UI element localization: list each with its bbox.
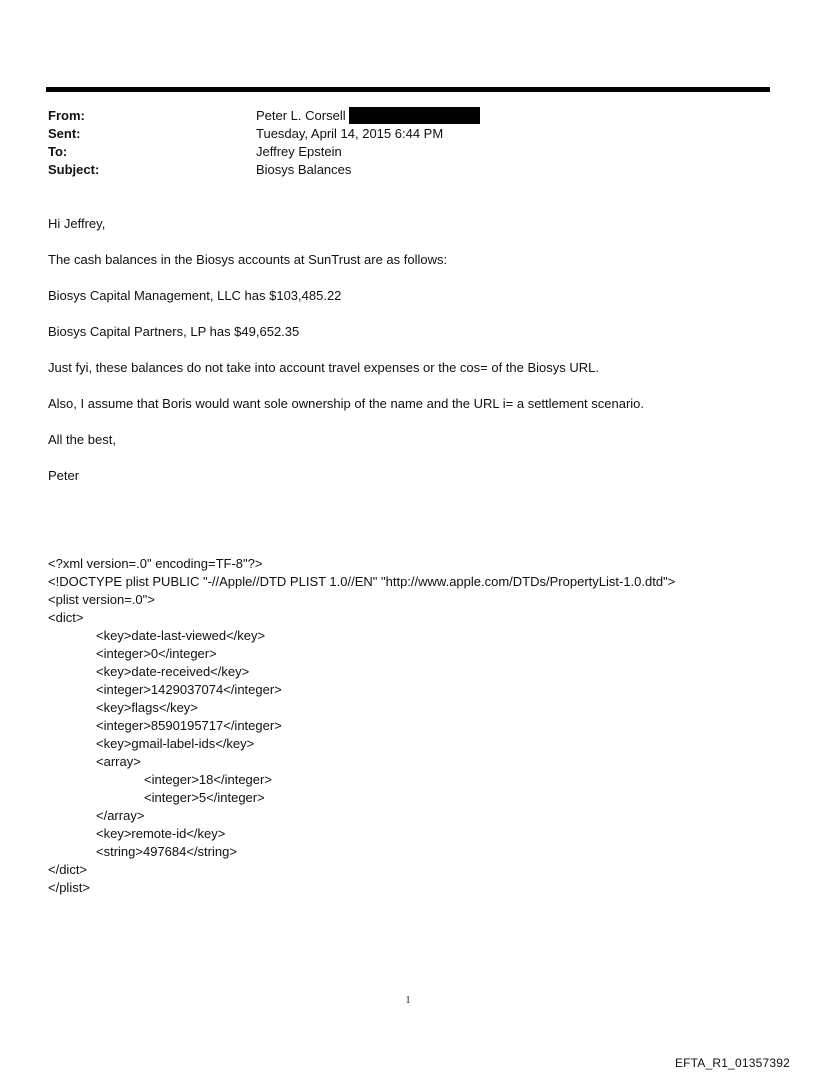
to-label: To: (48, 144, 68, 159)
xml-line: <integer>5</integer> (144, 790, 265, 805)
xml-line: <integer>8590195717</integer> (96, 718, 282, 733)
to-row (48, 143, 748, 161)
subject-value: Biosys Balances (256, 162, 352, 177)
redaction-box (349, 107, 480, 124)
xml-line: <!DOCTYPE plist PUBLIC "-//Apple//DTD PLIST 1.0//EN" "http://www.apple.com/DTDs/PropertyList-1.0.dtd"> (48, 574, 676, 589)
sent-value: Tuesday, April 14, 2015 6:44 PM (256, 126, 444, 141)
sent-row (48, 125, 748, 143)
from-label: From: (48, 108, 85, 123)
body-paragraph-1: The cash balances in the Biosys accounts at SunTrust are as follows: (48, 252, 448, 267)
closing: All the best, (48, 432, 116, 447)
xml-line: <?xml version=.0" encoding=TF-8"?> (48, 556, 263, 571)
xml-line: </plist> (48, 880, 90, 895)
xml-line: <plist version=.0"> (48, 592, 155, 607)
page-number: 1 (405, 995, 411, 1006)
sent-label: Sent: (48, 126, 81, 141)
body-paragraph-3: Biosys Capital Partners, LP has $49,652.35 (48, 324, 300, 339)
header-divider (46, 87, 770, 92)
xml-line: <integer>18</integer> (144, 772, 272, 787)
xml-line: <integer>0</integer> (96, 646, 217, 661)
from-name: Peter L. Corsell (256, 108, 346, 123)
xml-line: <key>date-received</key> (96, 664, 250, 679)
signature: Peter (48, 468, 80, 483)
xml-line: <string>497684</string> (96, 844, 237, 859)
xml-line: <array> (96, 754, 141, 769)
bates-number: EFTA_R1_01357392 (674, 1056, 790, 1070)
xml-line: <dict> (48, 610, 84, 625)
from-row (48, 107, 748, 125)
xml-line: </dict> (48, 862, 88, 877)
subject-row (48, 161, 748, 179)
xml-line: </array> (96, 808, 145, 823)
body-paragraph-2: Biosys Capital Management, LLC has $103,485.22 (48, 288, 342, 303)
xml-line: <integer>1429037074</integer> (96, 682, 282, 697)
to-value: Jeffrey Epstein (256, 144, 342, 159)
xml-line: <key>gmail-label-ids</key> (96, 736, 255, 751)
body-paragraph-4: Just fyi, these balances do not take into account travel expenses or the cos= of the Biosys URL. (48, 360, 600, 375)
from-value (256, 107, 480, 125)
greeting: Hi Jeffrey, (48, 216, 106, 231)
xml-line: <key>remote-id</key> (96, 826, 226, 841)
body-paragraph-5: Also, I assume that Boris would want sole ownership of the name and the URL i= a settlement scenario. (48, 396, 645, 411)
xml-line: <key>flags</key> (96, 700, 198, 715)
subject-label: Subject: (48, 162, 100, 177)
xml-line: <key>date-last-viewed</key> (96, 628, 266, 643)
